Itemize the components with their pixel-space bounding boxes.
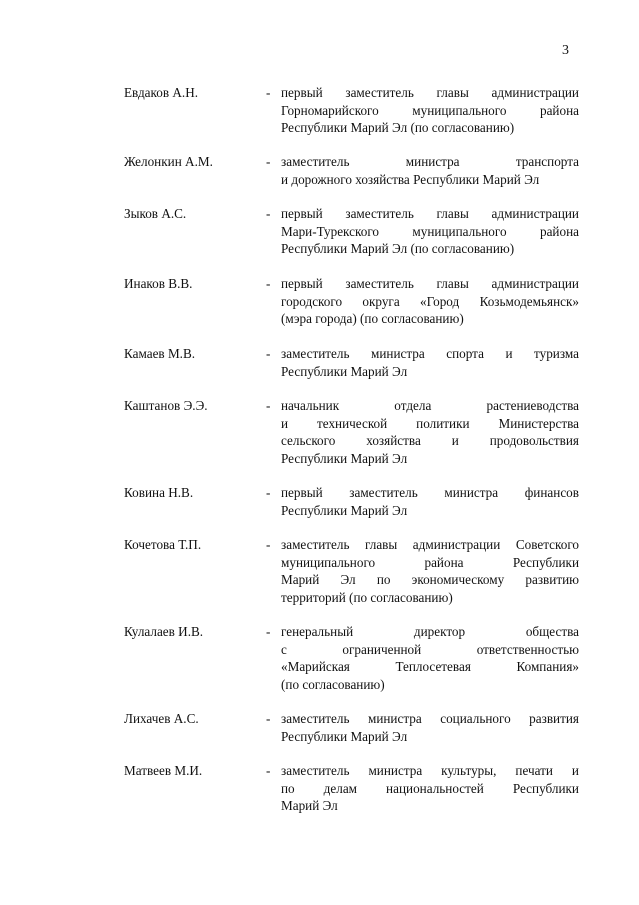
- member-position: [281, 397, 579, 467]
- position-line: с ограниченной ответственностью: [281, 641, 579, 657]
- member-name: Каштанов Э.Э.: [124, 398, 208, 413]
- member-name: Лихачев А.С.: [124, 711, 199, 726]
- position-line: Республики Марий Эл: [281, 363, 408, 379]
- entry-dash: -: [266, 537, 271, 552]
- entry-dash: -: [266, 276, 271, 291]
- position-line: «Марийская Теплосетевая Компания»: [281, 659, 579, 675]
- position-line: сельского хозяйства и продовольствия: [281, 433, 579, 449]
- position-line: по делам национальностей Республики: [281, 780, 579, 796]
- position-line: заместитель министра спорта и туризма: [281, 346, 579, 361]
- entry-dash: -: [266, 154, 271, 169]
- member-name: Камаев М.В.: [124, 346, 196, 361]
- member-name: Евдаков А.Н.: [124, 85, 199, 100]
- member-position: [281, 345, 579, 380]
- entry-dash: -: [266, 763, 271, 778]
- position-line: (мэра города) (по согласованию): [281, 311, 464, 327]
- member-position: [281, 484, 579, 519]
- position-line: Горномарийского муниципального района: [281, 102, 579, 118]
- member-name: Матвеев М.И.: [124, 763, 203, 778]
- position-line: Республики Марий Эл (по согласованию): [281, 120, 515, 136]
- position-line: Республики Марий Эл: [281, 502, 408, 518]
- position-line: заместитель министра культуры, печати и: [281, 763, 579, 778]
- member-position: [281, 275, 579, 328]
- position-line: заместитель главы администрации Советского: [281, 537, 579, 552]
- position-line: городского округа «Город Козьмодемьянск»: [281, 293, 579, 309]
- position-line: заместитель министра социального развития: [281, 711, 579, 726]
- position-line: первый заместитель главы администрации: [281, 85, 579, 100]
- position-line: первый заместитель главы администрации: [281, 206, 579, 221]
- position-line: начальник отдела растениеводства: [281, 398, 579, 413]
- position-line: территорий (по согласованию): [281, 589, 453, 605]
- position-line: Марий Эл: [281, 798, 338, 814]
- member-name: Инаков В.В.: [124, 276, 193, 291]
- position-line: Республики Марий Эл: [281, 728, 408, 744]
- position-line: генеральный директор общества: [281, 624, 579, 639]
- entry-dash: -: [266, 346, 271, 361]
- member-name: Кулалаев И.В.: [124, 624, 204, 639]
- entry-dash: -: [266, 206, 271, 221]
- position-line: заместитель министра транспорта: [281, 154, 579, 169]
- position-line: первый заместитель главы администрации: [281, 276, 579, 291]
- member-name: Кочетова Т.П.: [124, 537, 202, 552]
- entry-dash: -: [266, 485, 271, 500]
- member-position: [281, 710, 579, 745]
- member-position: [281, 536, 579, 606]
- position-line: первый заместитель министра финансов: [281, 485, 579, 500]
- position-line: муниципального района Республики: [281, 554, 579, 570]
- member-position: [281, 84, 579, 137]
- position-line: Республики Марий Эл: [281, 450, 408, 466]
- page-number: 3: [562, 43, 569, 58]
- entry-dash: -: [266, 711, 271, 726]
- position-line: и технической политики Министерства: [281, 415, 579, 431]
- member-position: [281, 153, 579, 188]
- entry-dash: -: [266, 624, 271, 639]
- member-position: [281, 762, 579, 815]
- position-line: Республики Марий Эл (по согласованию): [281, 241, 515, 257]
- position-line: (по согласованию): [281, 676, 385, 692]
- entry-dash: -: [266, 85, 271, 100]
- position-line: Марий Эл по экономическому развитию: [281, 572, 579, 588]
- position-line: Мари-Турекского муниципального района: [281, 223, 579, 239]
- member-name: Желонкин А.М.: [124, 154, 213, 169]
- member-name: Ковина Н.В.: [124, 485, 194, 500]
- member-name: Зыков А.С.: [124, 206, 187, 221]
- member-position: [281, 623, 579, 693]
- entry-dash: -: [266, 398, 271, 413]
- member-position: [281, 205, 579, 258]
- position-line: и дорожного хозяйства Республики Марий Эл: [281, 171, 540, 187]
